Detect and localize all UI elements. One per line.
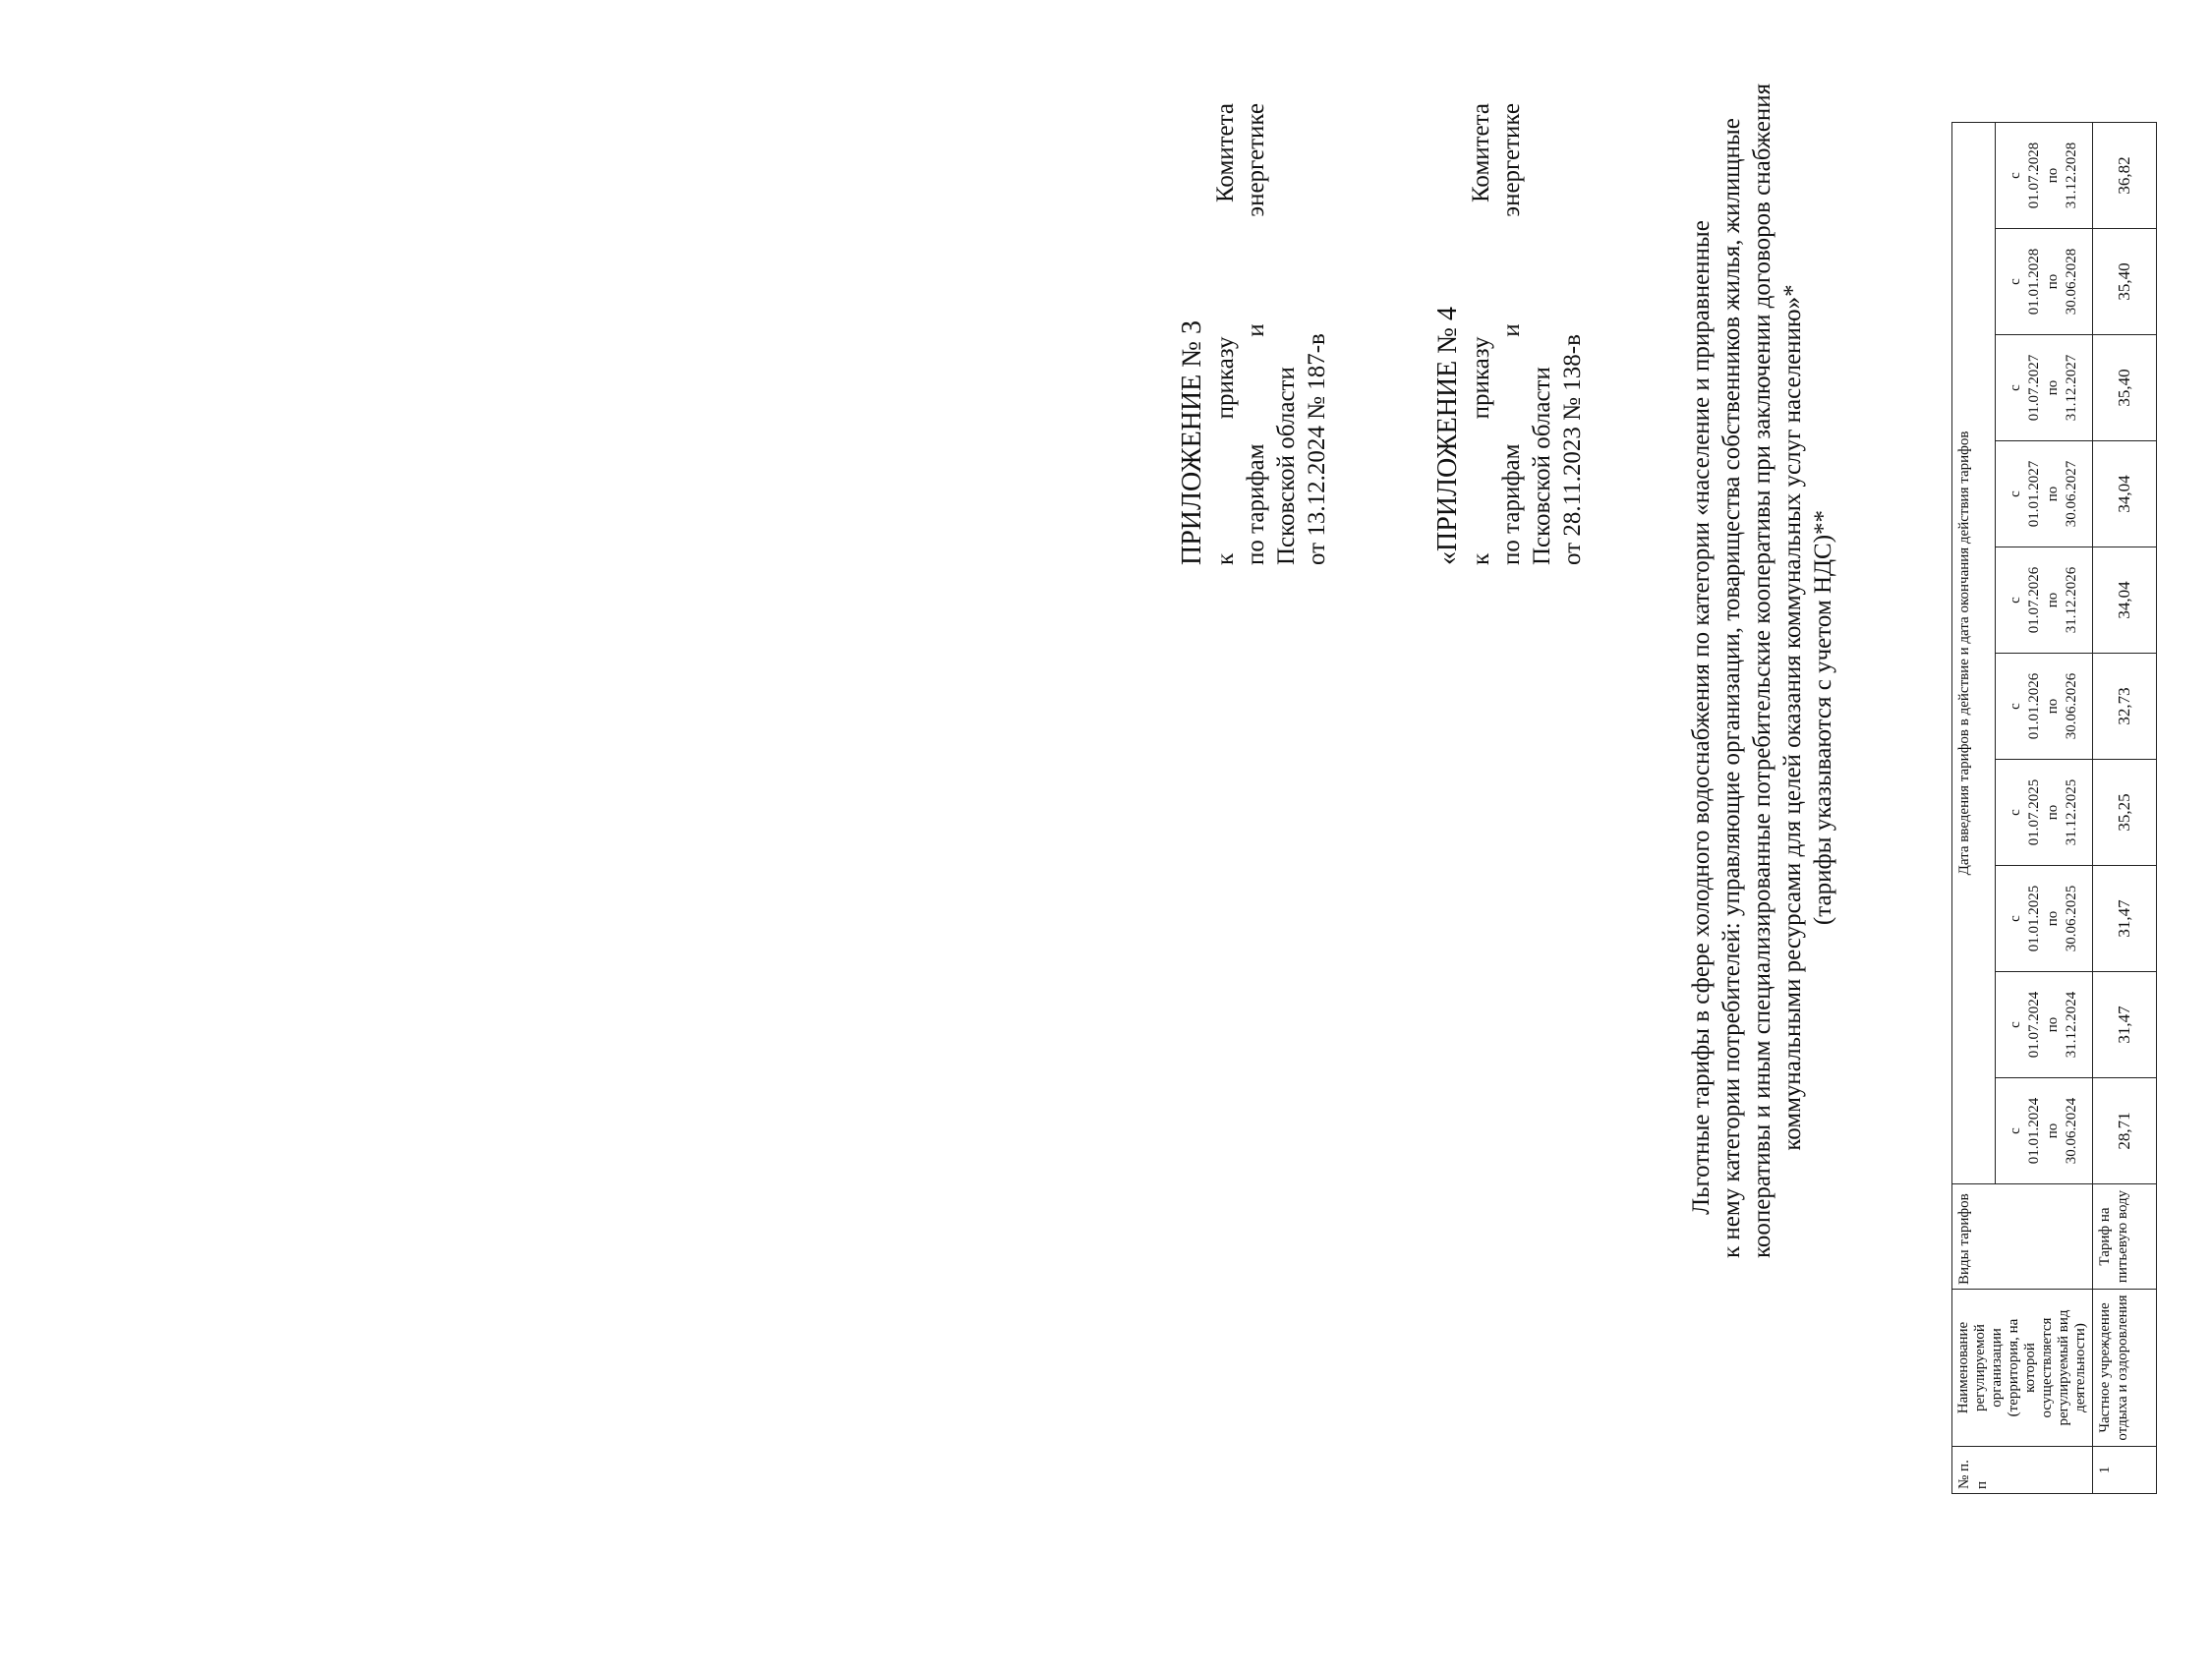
- period-header: с 01.01.2025 по 30.06.2025: [1996, 866, 2093, 972]
- tariff-value: 34,04: [2093, 441, 2157, 547]
- tariff-value: 36,82: [2093, 122, 2157, 228]
- appendix-4-word-and: и: [1498, 323, 1525, 337]
- appendix-4-region: Псковской области: [1529, 367, 1555, 565]
- appendix-4-word-committee: Комитета: [1468, 103, 1494, 203]
- period-header: с 01.07.2025 по 31.12.2025: [1996, 760, 2093, 866]
- appendix-3-date: от 13.12.2024 № 187-в: [1304, 333, 1330, 565]
- tariff-value: 35,25: [2093, 760, 2157, 866]
- appendix-4-word-energy: энергетике: [1498, 103, 1525, 217]
- period-header: с 01.01.2024 по 30.06.2024: [1996, 1078, 2093, 1184]
- appendix-3-word-committee: Комитета: [1212, 103, 1239, 203]
- appendix-4-word-order: приказу: [1468, 336, 1494, 420]
- title-line: кооперативы и иным специализированные потребительские кооперативы при заключении договоров снабжения: [1749, 83, 1775, 1258]
- appendix-3-word-k: к: [1212, 552, 1239, 565]
- header-period-dates: Дата введения тарифов в действие и дата окончания действия тарифов: [1952, 122, 1996, 1183]
- tariff-value: 28,71: [2093, 1078, 2157, 1184]
- table-header-row: [1952, 122, 1996, 1493]
- tariff-value: 35,40: [2093, 335, 2157, 441]
- rotated-content: [1131, 69, 2212, 1583]
- row-organization: Частное учреждение отдыха и оздоровления: [2093, 1290, 2157, 1447]
- appendix-3-title: ПРИЛОЖЕНИЕ № 3: [1177, 320, 1207, 565]
- period-header: с 01.01.2028 по 30.06.2028: [1996, 229, 2093, 335]
- document-title: [1686, 83, 1838, 1258]
- appendix-3-word-tariffs: по тарифам: [1243, 443, 1269, 565]
- header-number: № п. п: [1952, 1447, 2093, 1494]
- title-line: к нему категории потребителей: управляющие организации, товарищества собственников жилья, жилищные: [1718, 118, 1745, 1258]
- period-header: с 01.07.2028 по 31.12.2028: [1996, 122, 2093, 228]
- tariff-table: [1951, 122, 2157, 1494]
- title-line: Льготные тарифы в сфере холодного водоснабжения по категории «население и приравненные: [1688, 220, 1715, 1215]
- period-header: с 01.07.2027 по 31.12.2027: [1996, 335, 2093, 441]
- title-line: коммунальными ресурсами для целей оказания коммунальных услуг населению»*: [1779, 284, 1806, 1151]
- tariff-value: 35,40: [2093, 229, 2157, 335]
- period-header: с 01.01.2027 по 30.06.2027: [1996, 441, 2093, 547]
- period-header: с 01.01.2026 по 30.06.2026: [1996, 654, 2093, 760]
- appendix-4-line2: [1466, 103, 1496, 565]
- tariff-value: 34,04: [2093, 547, 2157, 654]
- header-tariff-kind: Виды тарифов: [1952, 1184, 2093, 1290]
- header-organization: Наименование регулируемой организации (территория, на которой осуществляется регулируемый вид деятельности): [1952, 1290, 2093, 1447]
- appendix-3-line2: [1210, 103, 1241, 565]
- row-number: 1: [2093, 1447, 2157, 1494]
- appendix-3-word-energy: энергетике: [1243, 103, 1269, 217]
- appendix-3-word-order: приказу: [1212, 336, 1239, 420]
- appendix-3-region: Псковской области: [1273, 367, 1300, 565]
- appendix-4-title: «ПРИЛОЖЕНИЕ № 4: [1432, 307, 1463, 565]
- appendix-3-word-and: и: [1243, 323, 1269, 337]
- appendix-4-block: [1430, 103, 1588, 565]
- tariff-value: 32,73: [2093, 654, 2157, 760]
- period-header: с 01.07.2024 по 31.12.2024: [1996, 972, 2093, 1078]
- appendix-3-line3: [1241, 103, 1271, 565]
- appendix-4-word-k: к: [1468, 552, 1494, 565]
- table-row: [2093, 122, 2157, 1493]
- row-tariff-kind: Тариф на питьевую воду: [2093, 1184, 2157, 1290]
- tariff-value: 31,47: [2093, 866, 2157, 972]
- title-line-vat-note: (тарифы указываются с учетом НДС)**: [1810, 509, 1836, 926]
- appendix-4-date: от 28.11.2023 № 138-в: [1559, 334, 1586, 565]
- appendix-4-line3: [1496, 103, 1527, 565]
- appendix-3-block: [1175, 103, 1332, 565]
- period-header: с 01.07.2026 по 31.12.2026: [1996, 547, 2093, 654]
- tariff-value: 31,47: [2093, 972, 2157, 1078]
- appendix-4-word-tariffs: по тарифам: [1498, 443, 1525, 565]
